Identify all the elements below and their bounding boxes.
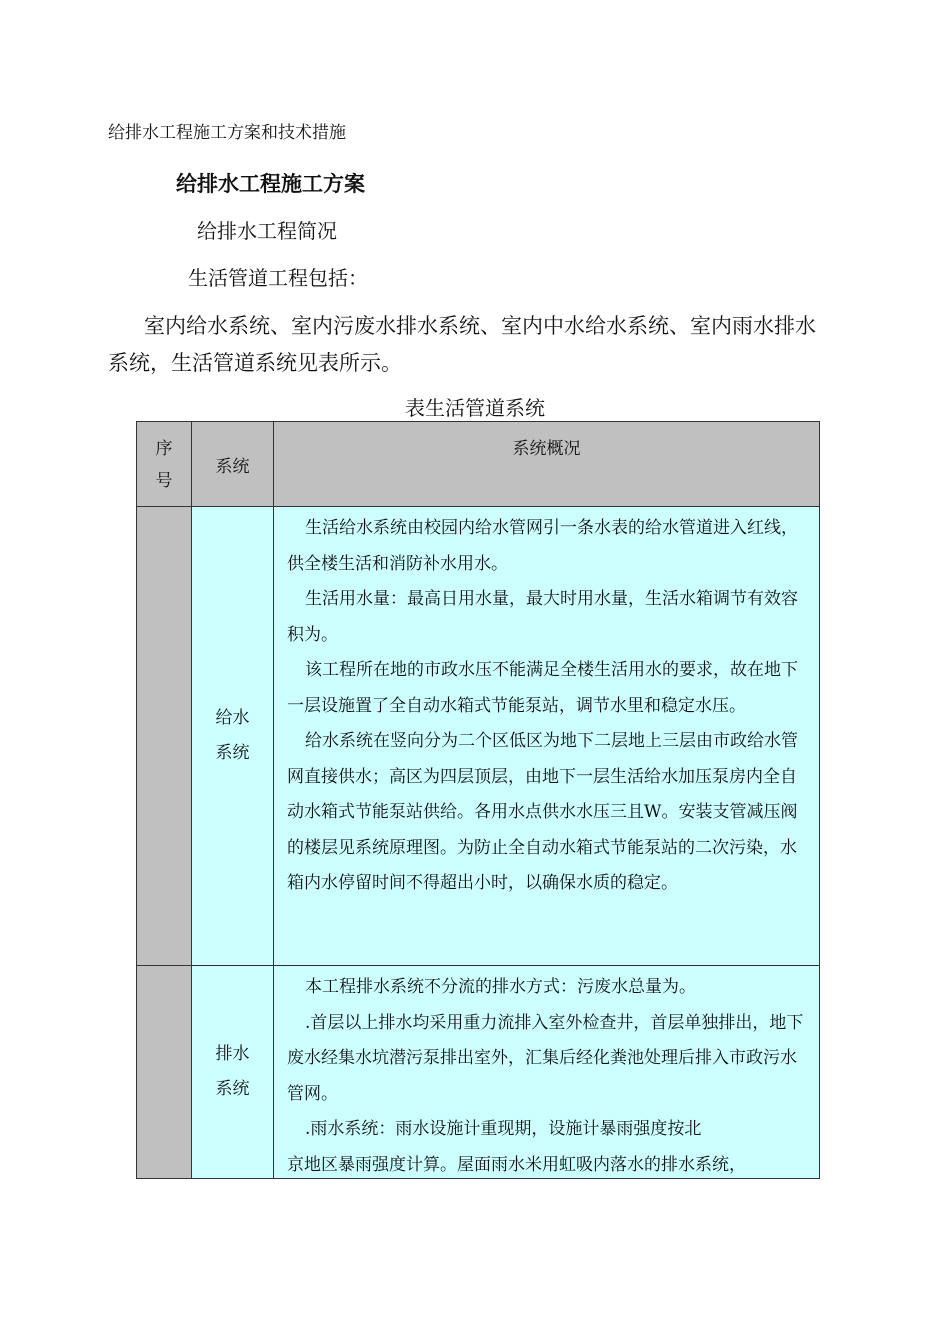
document-title: 给排水工程施工方案和技术措施 bbox=[108, 123, 346, 143]
overview-paragraph: 京地区暴雨强度计算。屋面雨水米用虹吸内落水的排水系统， bbox=[287, 1154, 746, 1175]
table-row bbox=[137, 966, 820, 1179]
header-number-line1: 序 bbox=[155, 439, 173, 459]
overview-paragraph: 生活用水量：最高日用水量，最大时用水量，生活水箱调节有效容积为。 bbox=[287, 589, 798, 645]
header-overview: 系统概况 bbox=[274, 422, 820, 507]
header-system: 系统 bbox=[192, 422, 274, 507]
header-number bbox=[137, 422, 192, 507]
intro-paragraph-text: 室内给水系统、室内污废水排水系统、室内中水给水系统、室内雨水排水系统，生活管道系统见表所示。 bbox=[108, 314, 816, 375]
overview-paragraph: 该工程所在地的市政水压不能满足全楼生活用水的要求，故在地下一层设施置了全自动水箱式节能泵站，调节水里和稳定水压。 bbox=[287, 660, 798, 716]
system-name-line2: 系统 bbox=[215, 1079, 250, 1099]
overview-paragraph: .首层以上排水均采用重力流排入室外检查井，首层单独排出，地下废水经集水坑潜污泵排出室外，汇集后经化粪池处理后排入市政污水管网。 bbox=[287, 1012, 804, 1104]
section-heading: 给排水工程施工方案 bbox=[176, 172, 365, 196]
overview-paragraph: .雨水系统：雨水设施计重现期，设施计暴雨强度按北 bbox=[305, 1119, 702, 1139]
header-number-line2: 号 bbox=[155, 471, 173, 491]
table-header-row bbox=[137, 422, 820, 507]
row-number-cell bbox=[137, 966, 192, 1179]
overview-paragraph: 本工程排水系统不分流的排水方式：污废水总量为。 bbox=[305, 977, 696, 997]
intro-paragraph bbox=[108, 308, 820, 382]
system-name-line1: 排水 bbox=[215, 1044, 250, 1064]
overview-paragraph: 生活给水系统由校园内给水管网引一条水表的给水管道进入红线，供全楼生活和消防补水用水。 bbox=[287, 518, 798, 574]
table-row bbox=[137, 507, 820, 966]
overview-paragraph: 给水系统在竖向分为二个区低区为地下二层地上三层由市政给水管网直接供水；高区为四层顶层，由地下一层生活给水加压泵房内全自动水箱式节能泵站供给。各用水点供水水压三且W。安装支管减压阀的楼层见系统原理图。为防止全自动水箱式节能泵站的二次污染，水箱内水停留时间不得超出小时，以确保水质的稳定。 bbox=[287, 731, 798, 893]
subsection-subheading: 生活管道工程包括： bbox=[188, 266, 368, 290]
system-name-cell bbox=[192, 966, 274, 1179]
subsection-heading: 给排水工程简况 bbox=[197, 219, 337, 243]
system-overview-cell bbox=[274, 966, 820, 1179]
pipe-system-table bbox=[136, 421, 820, 1179]
system-name-line2: 系统 bbox=[215, 743, 250, 763]
row-number-cell bbox=[137, 507, 192, 966]
system-overview-cell bbox=[274, 507, 820, 966]
table-caption: 表生活管道系统 bbox=[405, 396, 545, 420]
system-name-cell bbox=[192, 507, 274, 966]
system-name-line1: 给水 bbox=[215, 708, 250, 728]
